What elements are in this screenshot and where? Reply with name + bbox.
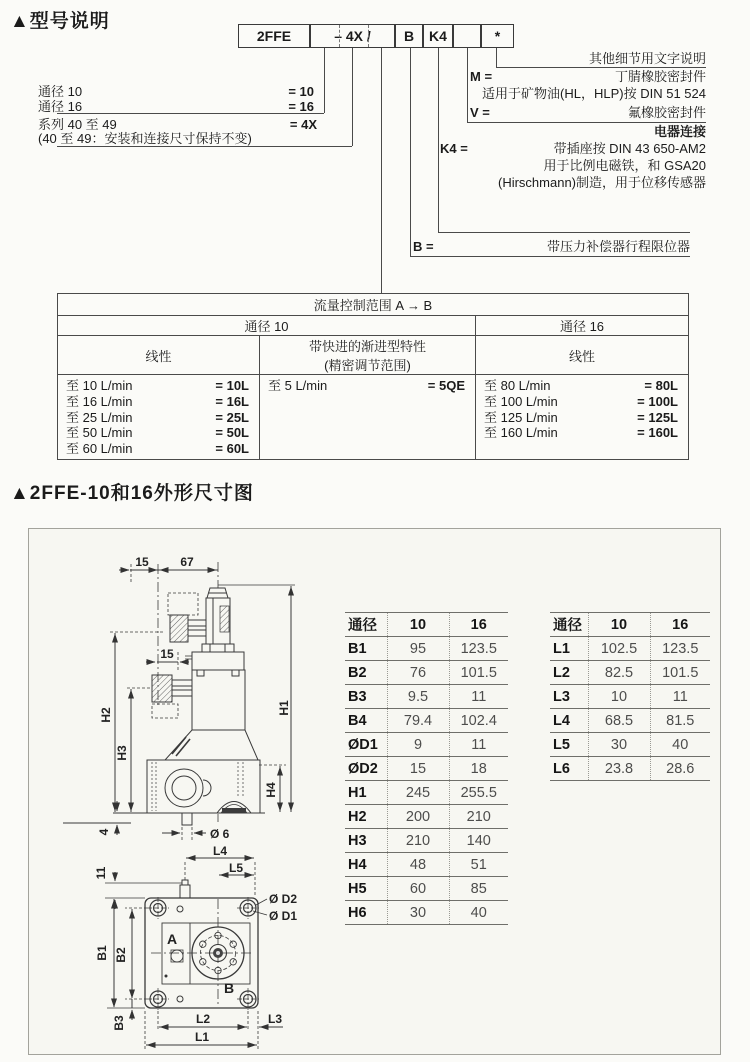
label-series-note: (40 至 49：安装和连接尺寸保持不变) [38, 131, 252, 146]
code-size10: = 10 [288, 84, 314, 99]
flow-row: 至 5 L/min = 5QE [268, 378, 465, 393]
section-title-dimensions: ▲2FFE-10和16外形尺寸图 [10, 483, 254, 504]
flow-row: 至 125 L/min = 125L [484, 409, 678, 425]
ordering-box-k4: K4 [423, 24, 453, 48]
label-seal-note: 适用于矿物油(HL，HLP)按 DIN 51 524 [482, 86, 706, 101]
table-row: L3 10 11 [550, 685, 710, 709]
table-row: H2 200 210 [345, 805, 508, 829]
label-k4-line1: 带插座按 DIN 43 650-AM2 [553, 141, 706, 156]
rule-star [496, 67, 706, 68]
connector-size [324, 48, 325, 113]
dim-l3: L3 [267, 1012, 283, 1026]
dim-table-l-header: 通径 [550, 613, 588, 637]
flow-row: 至 10 L/min = 10L [66, 378, 249, 393]
dim-b3: B3 [112, 1015, 126, 1031]
flow-col2-values [260, 375, 476, 460]
table-row: H4 48 51 [345, 853, 508, 877]
ordering-box-b: B [395, 24, 423, 48]
label-size16: 通径 16 [38, 99, 83, 114]
table-row: L6 23.8 28.6 [550, 757, 710, 781]
dim-b2: B2 [114, 947, 128, 963]
rule-seal [467, 122, 706, 123]
bottom-view-drawing [55, 845, 305, 1057]
table-row: H6 30 40 [345, 901, 508, 925]
dim-h3: H3 [115, 745, 129, 761]
dim-table-bh: 通径 10 16 B1 95 123.5 B2 76 101.5 B3 9.5 11 B4 79.4 102.4 ØD1 9 11 ØD2 15 18 H1 245 255.5 H2 200 210 H3 210 140 H4 48 51 H5 60 85 H6 30 40 [345, 612, 508, 925]
series-box-tick-1 [339, 25, 340, 47]
flow-row: 至 160 L/min = 160L [484, 425, 678, 441]
ordering-box-series [310, 24, 395, 48]
table-row: B4 79.4 102.4 [345, 709, 508, 733]
dim-dia6: Ø 6 [210, 827, 230, 841]
dim-dia-d1: Ø D1 [269, 909, 298, 923]
code-seal-v: V = [470, 105, 490, 120]
flow-col2-header-line2: (精密调节范围) [324, 358, 411, 373]
flow-row: 至 50 L/min = 50L [66, 425, 249, 441]
rule-k4 [438, 232, 690, 233]
table-row: B3 9.5 11 [345, 685, 508, 709]
connector-series [352, 48, 353, 146]
label-seal-v: 氟橡胶密封件 [627, 105, 706, 120]
rule-b [410, 256, 690, 257]
table-row: H1 245 255.5 [345, 781, 508, 805]
dim-l2: L2 [195, 1012, 211, 1026]
table-row: L1 102.5 123.5 [550, 637, 710, 661]
dim-4: 4 [97, 828, 111, 836]
code-series: = 4X [289, 117, 317, 132]
dim-table-bh-header: 通径 [345, 613, 387, 637]
table-row: L5 30 40 [550, 733, 710, 757]
series-box-tick-2 [368, 25, 369, 47]
flow-table-title: 流量控制范围 A → B [58, 294, 689, 316]
ordering-box-series-text: – 4X / [334, 28, 371, 44]
flow-row: 至 25 L/min = 25L [66, 409, 249, 425]
flow-col2-header [260, 336, 476, 375]
flow-col3-header: 线性 [476, 336, 689, 375]
table-row: B1 95 123.5 [345, 637, 508, 661]
table-row: ØD2 15 18 [345, 757, 508, 781]
label-series: 系列 40 至 49 [38, 117, 117, 132]
dim-l4: L4 [212, 845, 228, 858]
flow-group-16: 通径 16 [476, 316, 689, 336]
flow-col1-values [58, 375, 260, 460]
dim-h1: H1 [277, 700, 291, 716]
rule-series [57, 146, 352, 147]
dim-11: 11 [94, 866, 108, 880]
dim-dia-d2: Ø D2 [269, 892, 298, 906]
ordering-box-model: 2FFE [238, 24, 310, 48]
code-b: B = [413, 239, 434, 254]
dim-15-mid: 15 [160, 647, 174, 661]
label-b: 带压力补偿器行程限位器 [546, 239, 690, 254]
label-electrical-title: 电器连接 [653, 124, 706, 139]
flow-row: 至 16 L/min = 16L [66, 393, 249, 409]
dim-l1: L1 [194, 1030, 210, 1044]
flow-row: 至 60 L/min = 60L [66, 441, 249, 457]
flow-col1-header: 线性 [58, 336, 260, 375]
table-row: ØD1 9 11 [345, 733, 508, 757]
dim-h2: H2 [99, 707, 113, 723]
dim-b1: B1 [95, 945, 109, 961]
flow-row: 至 80 L/min = 80L [484, 378, 678, 393]
dim-h4: H4 [264, 782, 278, 798]
dim-67: 67 [180, 555, 194, 569]
label-k4-line3: (Hirschmann)制造，用于位移传感器 [497, 175, 706, 190]
table-row: H5 60 85 [345, 877, 508, 901]
table-row: L2 82.5 101.5 [550, 661, 710, 685]
label-seal-m: 丁腈橡胶密封件 [614, 69, 706, 84]
code-k4: K4 = [440, 141, 468, 156]
flow-row: 至 100 L/min = 100L [484, 393, 678, 409]
port-b-label: B [224, 980, 235, 996]
port-a-label: A [167, 931, 178, 947]
table-row: B2 76 101.5 [345, 661, 508, 685]
flow-col3-values [476, 375, 689, 460]
dim-l5: L5 [228, 861, 244, 875]
table-row: L4 68.5 81.5 [550, 709, 710, 733]
label-star-note: 其他细节用文字说明 [588, 51, 706, 66]
label-k4-line2: 用于比例电磁铁，和 GSA20 [543, 158, 706, 173]
dim-table-l: 通径 10 16 L1 102.5 123.5 L2 82.5 101.5 L3 10 11 L4 68.5 81.5 L5 30 40 L6 23.8 28.6 [550, 612, 710, 781]
table-row: H3 210 140 [345, 829, 508, 853]
code-size16: = 16 [288, 99, 314, 114]
section-title-model: ▲型号说明 [10, 11, 110, 32]
flow-range-table [57, 293, 689, 460]
code-seal-m: M = [470, 69, 493, 84]
ordering-box-star: * [481, 24, 514, 48]
label-size10: 通径 10 [38, 84, 83, 99]
dim-15-top: 15 [135, 555, 149, 569]
flow-col2-header-line1: 带快进的渐进型特性 [308, 339, 426, 354]
side-view-drawing [55, 540, 305, 846]
flow-group-10: 通径 10 [58, 316, 476, 336]
ordering-box-blank [453, 24, 481, 48]
